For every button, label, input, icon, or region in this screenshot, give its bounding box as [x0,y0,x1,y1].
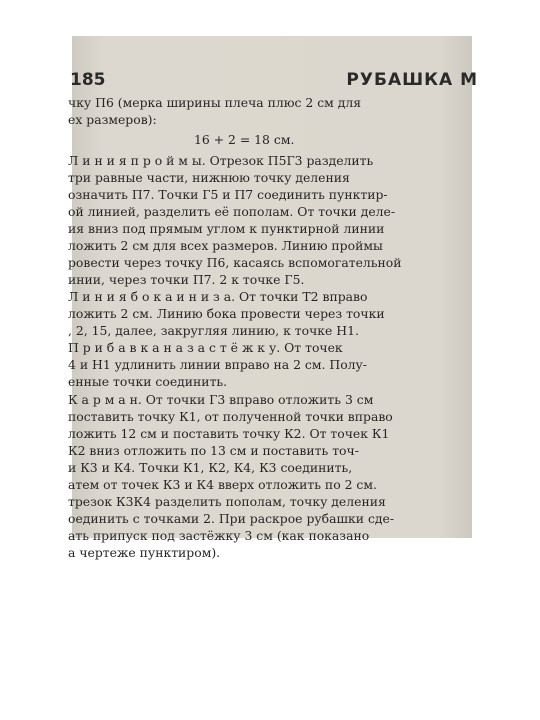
scanned-page [68,36,478,560]
text-line: а чертеже пунктиром). [68,545,221,560]
page-number: 185 [70,70,106,90]
text-line: П р и б а в к а н а з а с т ё ж к у. От точек [68,340,343,355]
text-line: , 2, 15, далее, закругляя линию, к точке Н1. [68,323,359,338]
text-line: К а р м а н. От точки Г3 вправо отложить 3 см [68,392,374,407]
text-line: енные точки соединить. [68,374,228,389]
text-line: оединить с точками 2. При раскрое рубашки сде- [68,511,395,526]
running-header [70,70,478,92]
text-line: и К3 и К4. Точки К1, К2, К4, К3 соединить, [68,460,353,475]
text-line: чку П6 (мерка ширины плеча плюс 2 см для [68,95,362,110]
text-line: три равные части, нижнюю точку деления [68,170,350,185]
text-line: ровести через точку П6, касаясь вспомогательной [68,255,402,270]
chapter-title: РУБАШКА М [346,70,478,90]
text-line: ех размеров): [68,112,157,127]
text-line: Л и н и я п р о й м ы. Отрезок П5Г3 разделить [68,153,374,168]
text-line: трезок К3К4 разделить пополам, точку деления [68,494,386,509]
text-line: поставить точку К1, от полученной точки вправо [68,409,393,424]
text-line: ой линией, разделить её пополам. От точки деле- [68,204,396,219]
formula-line: 16 + 2 = 18 см. [194,132,295,147]
text-line: 4 и Н1 удлинить линии вправо на 2 см. Полу- [68,357,367,372]
text-line: Л и н и я б о к а и н и з а. От точки Т2 вправо [68,289,368,304]
text-line: означить П7. Точки Г5 и П7 соединить пунктир- [68,187,388,202]
text-line: ложить 2 см для всех размеров. Линию проймы [68,238,383,253]
text-line: ложить 12 см и поставить точку К2. От точек К1 [68,426,390,441]
text-line: ложить 2 см. Линию бока провести через точки [68,306,385,321]
text-line: ать припуск под застёжку 3 см (как показано [68,528,370,543]
text-line: ия вниз под прямым углом к пунктирной линии [68,221,385,236]
text-line: К2 вниз отложить по 13 см и поставить точ- [68,443,359,458]
text-line: инии, через точки П7. 2 к точке Г5. [68,272,305,287]
text-line: атем от точек К3 и К4 вверх отложить по 2 см. [68,477,377,492]
